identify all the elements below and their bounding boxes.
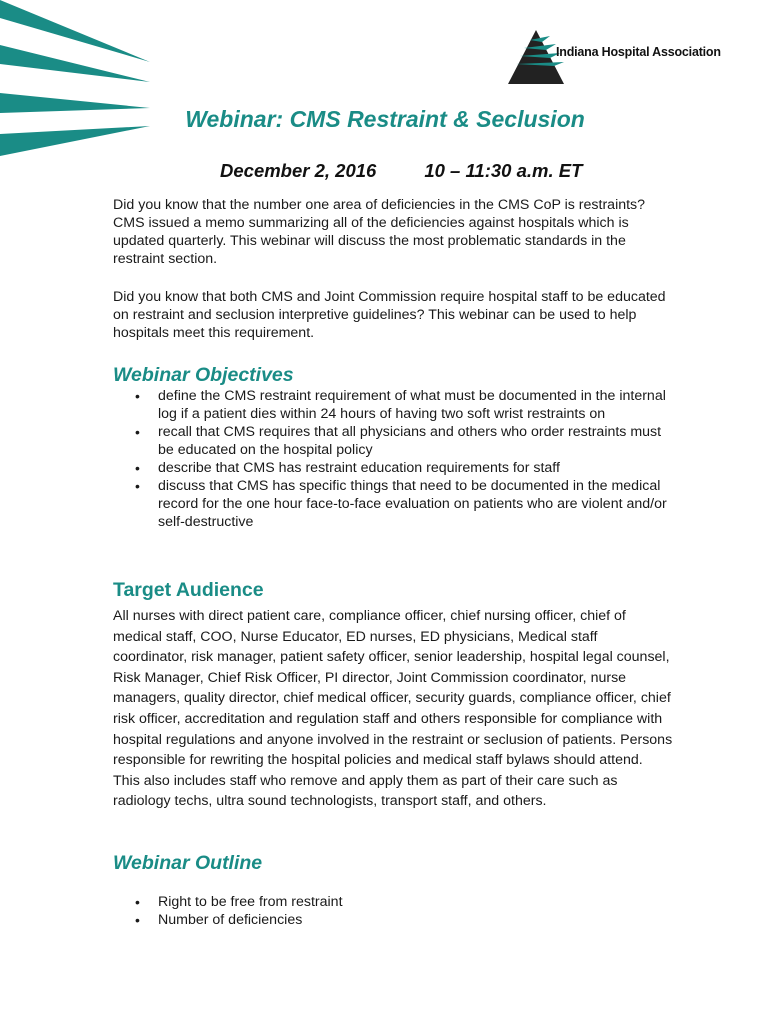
list-item: • describe that CMS has restraint education requirements for staff	[113, 459, 673, 477]
list-item: • Right to be free from restraint	[113, 893, 673, 911]
audience-paragraph: All nurses with direct patient care, compliance officer, chief nursing officer, chief of medical staff, COO, Nurse Educator, ED nurses, ED physicians, Medical staff coordinator, risk manager, patient safety officer, senior leadership, hospital legal counsel, Risk Manager, Chief Risk Officer, PI director, Joint Commission coordinator, nurse managers, quality director, chief medical officer, security guards, compliance officer, chief risk officer, accreditation and regulation staff and others responsible for compliance with hospital regulations and anyone involved in the restraint or seclusion of patients. Persons responsible for rewriting the hospital policies and medical staff bylaws should attend. This also includes staff who remove and apply them as part of their care such as radiology techs, ultra sound technologists, transport staff, and others.	[113, 608, 673, 810]
logo-text: Indiana Hospital Association	[556, 45, 721, 59]
objectives-list	[113, 387, 673, 531]
audience-heading: Target Audience	[113, 579, 264, 601]
event-date: December 2, 2016	[220, 160, 377, 181]
list-item: • recall that CMS requires that all physicians and others who order restraints must be educated on the hospital policy	[113, 423, 673, 459]
page-title: Webinar: CMS Restraint & Seclusion	[185, 106, 585, 132]
outline-list	[113, 893, 673, 929]
list-item: • Number of deficiencies	[113, 911, 673, 929]
list-item: • discuss that CMS has specific things that need to be documented in the medical record for the one hour face-to-face evaluation on patients who are violent and/or self-destructive	[113, 477, 673, 531]
objectives-heading: Webinar Objectives	[113, 364, 294, 386]
event-time: 10 – 11:30 a.m. ET	[424, 160, 583, 181]
intro-paragraph-2: Did you know that both CMS and Joint Commission require hospital staff to be educated on restraint and seclusion interpretive guidelines? This webinar can be used to help hospitals meet this requirement.	[113, 289, 666, 341]
list-item: • define the CMS restraint requirement of what must be documented in the internal log if a patient dies within 24 hours of having two soft wrist restraints on	[113, 387, 673, 423]
event-dateline	[220, 160, 582, 182]
outline-heading: Webinar Outline	[113, 852, 263, 874]
intro-paragraph-1: Did you know that the number one area of deficiencies in the CMS CoP is restraints? CMS issued a memo summarizing all of the deficiencies against hospitals which is updated quarterly. This webinar will discuss the most problematic standards in the restraint section.	[113, 197, 646, 267]
decorative-stripes	[0, 0, 160, 170]
